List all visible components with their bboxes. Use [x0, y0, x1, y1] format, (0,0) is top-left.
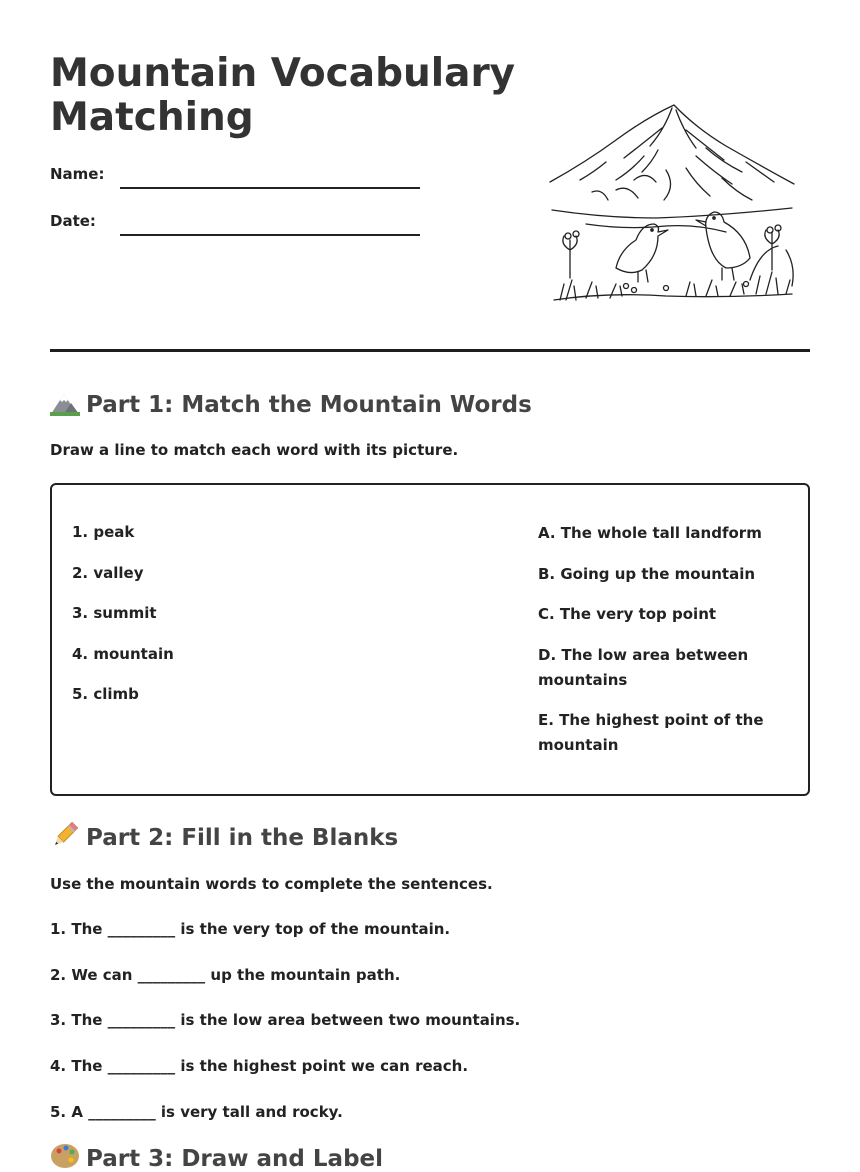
word-item: 3. summit: [72, 604, 157, 622]
name-field[interactable]: [120, 187, 420, 189]
fill-blank-sentence: 1. The _________ is the very top of the mountain.: [50, 920, 451, 938]
definition-item: C. The very top point: [538, 605, 717, 623]
date-field[interactable]: [120, 234, 420, 236]
pencil-icon: [50, 821, 80, 849]
part2-heading: Part 2: Fill in the Blanks: [50, 821, 398, 851]
section-divider: [50, 349, 810, 352]
word-item: 4. mountain: [72, 644, 174, 663]
part2-instructions: Use the mountain words to complete the sentences.: [50, 875, 493, 893]
mountain-birds-illustration: [546, 100, 798, 310]
fill-blank-sentence: 3. The _________ is the low area between two mountains.: [50, 1011, 521, 1029]
date-label: Date:: [50, 212, 96, 230]
word-item: 5. climb: [72, 685, 139, 703]
matching-box: [50, 483, 810, 796]
fill-blank-sentence: 2. We can _________ up the mountain path.: [50, 966, 401, 984]
definition-item: B. Going up the mountain: [538, 564, 756, 583]
word-list: [72, 521, 174, 724]
name-label: Name:: [50, 165, 105, 183]
fill-blank-sentence: 4. The _________ is the highest point we can reach.: [50, 1057, 469, 1075]
part1-instructions: Draw a line to match each word with its picture.: [50, 441, 459, 459]
definition-item: D. The low area between mountains: [538, 645, 749, 689]
part3-heading: Part 3: Draw and Label: [50, 1142, 383, 1172]
definition-item: E. The highest point of the mountain: [538, 711, 764, 754]
palette-icon: [50, 1142, 80, 1170]
definition-list: [538, 521, 768, 774]
mountain-icon: [50, 388, 80, 416]
word-item: 1. peak: [72, 523, 135, 541]
page-title: Mountain Vocabulary Matching: [50, 51, 516, 140]
part1-heading: Part 1: Match the Mountain Words: [50, 388, 532, 418]
definition-item: A. The whole tall landform: [538, 524, 762, 542]
word-item: 2. valley: [72, 563, 144, 582]
fill-blank-sentence: 5. A _________ is very tall and rocky.: [50, 1103, 343, 1121]
